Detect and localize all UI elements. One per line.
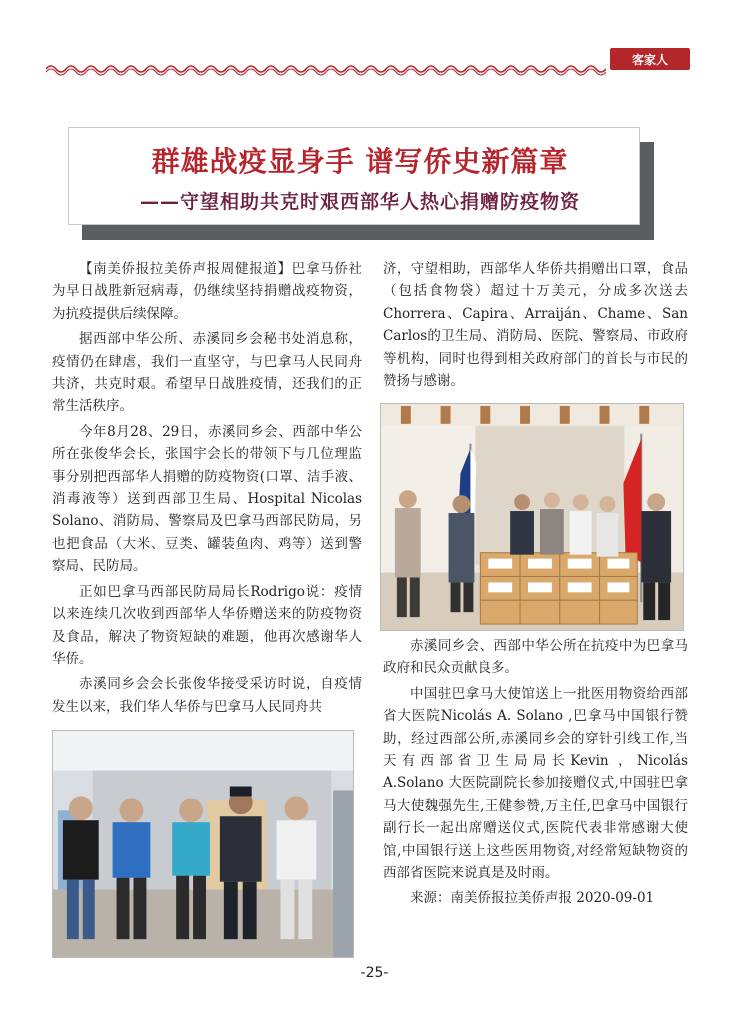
photo-caption: 赤溪同乡会、西部中华公所在抗疫中为巴拿马政府和民众贡献良多。 [383,638,688,677]
right-column-bottom [383,635,688,913]
header-wave-divider [46,62,606,76]
paragraph-lead: 【南美侨报拉美侨声报周健报道】巴拿马侨社为早日战胜新冠病毒，仍继续坚持捐赠战疫物资，为抗疫提供后续保障。 [52,261,362,322]
paragraph: 赤溪同乡会会长张俊华接受采访时说，自疫情发生以来，我们华人华侨与巴拿马人民同舟共 [52,676,362,715]
article-subtitle: ——守望相助共克时艰西部华人热心捐赠防疫物资 [139,191,580,213]
left-column [52,258,362,721]
paragraph: 中国驻巴拿马大使馆送上一批医用物资给西部省大医院Nicolás A. Solano ,巴拿马中国银行赞助，经过西部公所,赤溪同乡会的穿针引线工作,当天有西部省卫生局局长Kevin ，Nicolás A.Solano 大医院副院长参加接赠仪式,中国驻巴拿马大使魏强先生,王健参赞,万主任,巴拿马中国银行副行长一起出席赠送仪式,医院代表非常感谢大使馆,中国银行送上这些医用物资,对经常短缺物资的西部省医院来说真是及时雨。 [383,685,688,882]
group-donation-photo [52,730,354,958]
page-number: -25- [360,965,389,981]
paragraph: 据西部中华公所、赤溪同乡会秘书处消息称，疫情仍在肆虐，我们一直坚守，与巴拿马人民同舟共济，共克时艰。希望早日战胜疫情，还我们的正常生活秩序。 [52,331,362,415]
source-line: 来源：南美侨报拉美侨声报 2020-09-01 [410,890,655,907]
section-tag: 客家人 [610,48,690,70]
paragraph: 正如巴拿马西部民防局局长Rodrigo说：疫情以来连续几次收到西部华人华侨赠送来的防疫物资及食品，解决了物资短缺的难题，他再次感谢华人华侨。 [52,583,362,667]
paragraph-continued: 济，守望相助，西部华人华侨共捐赠出口罩，食品（包括食物袋）超过十万美元，分成多次送去Chorrera、Capira、Arraiján、Chame、San Carlos的卫生局、消防局、医院、警察局、市政府等机构，同时也得到相关政府部门的首长与市民的赞扬与感谢。 [383,261,688,390]
article-title: 群雄战疫显身手 谱写侨史新篇章 [151,145,569,178]
paragraph: 今年8月28、29日，赤溪同乡会、西部中华公所在张俊华会长，张国宇会长的带领下与几位理监事分别把西部华人捐赠的防疫物资(口罩、洁手液、消毒液等）送到西部卫生局、Hospital Nicolas Solano、消防局、警察局及巴拿马西部民防局，另也把食品（大米、豆类、罐装鱼肉、鸡等）送到警察局、民防局。 [52,423,362,575]
right-column-top [383,258,688,395]
donation-ceremony-photo [380,403,684,631]
